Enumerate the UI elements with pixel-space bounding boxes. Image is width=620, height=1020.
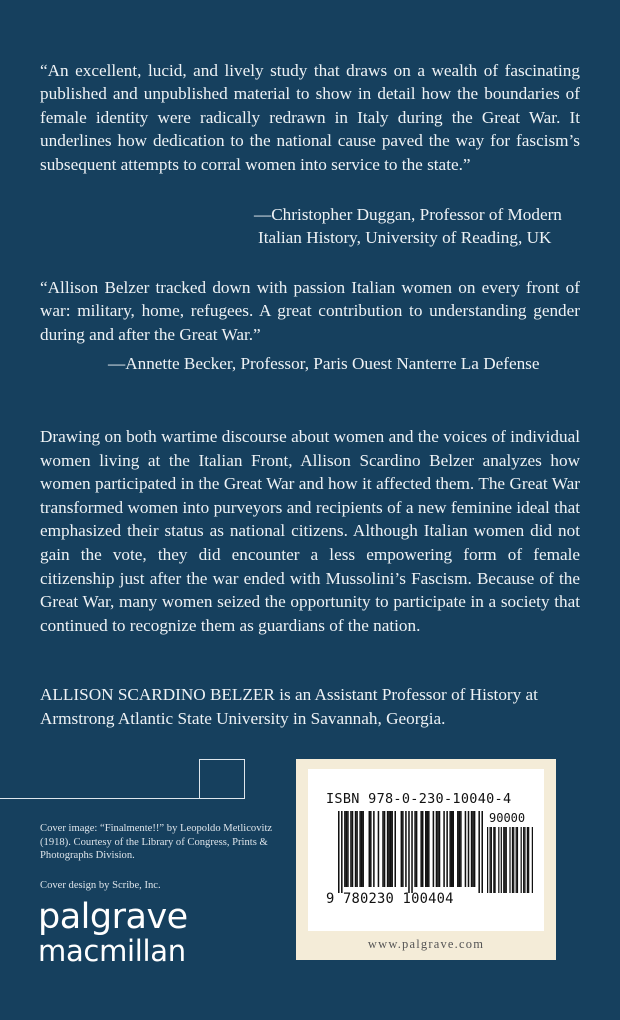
barcode-bar bbox=[346, 811, 348, 887]
barcode-bar bbox=[341, 811, 343, 893]
review-attribution-1 bbox=[254, 203, 584, 250]
isbn-label: ISBN 978-0-230-10040-4 bbox=[326, 791, 512, 807]
ean-barcode bbox=[338, 811, 483, 893]
barcode-bar bbox=[391, 811, 393, 887]
barcode-bar bbox=[359, 811, 361, 887]
addon-bar bbox=[516, 827, 517, 893]
barcode-bar bbox=[422, 811, 424, 887]
cover-design-credit: Cover design by Scribe, Inc. bbox=[40, 880, 161, 891]
barcode-bar bbox=[428, 811, 430, 887]
decorative-square bbox=[199, 759, 245, 799]
barcode-bar bbox=[474, 811, 476, 887]
barcode-bar bbox=[425, 811, 427, 887]
barcode-bar bbox=[347, 811, 349, 887]
barcode-bar bbox=[402, 811, 404, 887]
addon-bar bbox=[491, 827, 492, 893]
book-description: Drawing on both wartime discourse about women and the voices of individual women living at the Italian Front, Allison Scardino Belzer analyzes how women participated in the Great War and how it affected them. The Great War transformed women into purveyors and recipients of a new feminine ideal that emphasized their status as national citizens. Although Italian women did not gain the vote, they did encounter a less empowering form of female citizenship just after the war ended with Mussolini’s Fascism. Because of the Great War, many women seized the opportunity to participate in a society that continued to recognize them as guardians of the nation. bbox=[40, 427, 580, 635]
barcode-bar bbox=[356, 811, 358, 887]
barcode-bar bbox=[416, 811, 418, 887]
barcode-panel bbox=[296, 759, 556, 960]
barcode-bar bbox=[478, 811, 480, 893]
barcode-bar bbox=[420, 811, 422, 887]
addon-bar bbox=[494, 827, 495, 893]
barcode-bar bbox=[414, 811, 416, 887]
logo-word-macmillan: macmillan bbox=[38, 934, 186, 968]
barcode-bar bbox=[472, 811, 474, 887]
barcode-bar bbox=[459, 811, 461, 887]
barcode-bar bbox=[338, 811, 340, 893]
addon-bar bbox=[504, 827, 505, 893]
barcode-bar bbox=[481, 811, 483, 893]
barcode-bar bbox=[370, 811, 372, 887]
addon-bar bbox=[524, 827, 525, 893]
barcode-bar bbox=[465, 811, 467, 887]
addon-bar bbox=[517, 827, 518, 893]
addon-bar bbox=[532, 827, 533, 893]
addon-bar bbox=[506, 827, 507, 893]
barcode-bar bbox=[384, 811, 386, 887]
ean-digits: 9 780230 100404 bbox=[326, 891, 454, 907]
addon-bar bbox=[527, 827, 528, 893]
review-quote-1: “An excellent, lucid, and lively study that draws on a wealth of fascinating published and unpublished material to show in detail how the boundaries of female identity were radically redrawn in Italy during the Great War. It underlines how dedication to the national cause paved the way for fascism’s subsequent attempts to corral women into service to the state.” bbox=[40, 61, 580, 174]
addon-bar bbox=[513, 827, 514, 893]
addon-bar bbox=[489, 827, 490, 893]
barcode-bar bbox=[378, 811, 380, 887]
barcode-bar bbox=[451, 811, 453, 887]
review-attribution-2: —Annette Becker, Professor, Paris Ouest Nanterre La Defense bbox=[108, 354, 540, 373]
addon-bar bbox=[498, 827, 499, 893]
barcode-bar bbox=[362, 811, 364, 887]
barcode-bar bbox=[439, 811, 441, 887]
barcode-bar bbox=[446, 811, 448, 887]
barcode-bar bbox=[394, 811, 396, 887]
barcode-bar bbox=[388, 811, 390, 887]
barcode-bar bbox=[443, 811, 445, 887]
barcode-bar bbox=[401, 811, 403, 887]
barcode-bar bbox=[433, 811, 435, 887]
addon-bar bbox=[512, 827, 513, 893]
barcode-bar bbox=[373, 811, 375, 887]
addon-barcode bbox=[487, 827, 533, 893]
addon-bar bbox=[521, 827, 522, 893]
barcode-bar bbox=[471, 811, 473, 887]
logo-word-palgrave: palgrave bbox=[38, 897, 188, 937]
cover-image-credit: Cover image: “Finalmente!!” by Leopoldo Metlicovitz (1918). Courtesy of the Library of Congress, Prints & Photographs Division. bbox=[40, 823, 273, 862]
decorative-rule bbox=[0, 798, 200, 799]
barcode-bar bbox=[361, 811, 363, 887]
barcode-bar bbox=[460, 811, 462, 887]
barcode-bar bbox=[405, 811, 407, 887]
barcode-bar bbox=[449, 811, 451, 887]
barcode-bar bbox=[350, 811, 352, 887]
author-bio: ALLISON SCARDINO BELZER is an Assistant Professor of History at Armstrong Atlantic State University in Savannah, Georgia. bbox=[40, 685, 538, 728]
attribution-1-line-1: —Christopher Duggan, Professor of Modern bbox=[254, 205, 562, 224]
barcode-bar bbox=[382, 811, 384, 887]
barcode-bar bbox=[352, 811, 354, 887]
addon-bar bbox=[528, 827, 529, 893]
barcode-bar bbox=[452, 811, 454, 887]
barcode-bar bbox=[387, 811, 389, 887]
barcode-bar bbox=[437, 811, 439, 887]
barcode-bar bbox=[436, 811, 438, 887]
addon-bar bbox=[487, 827, 488, 893]
barcode-bar bbox=[411, 811, 413, 893]
review-quote-2: “Allison Belzer tracked down with passion Italian women on every front of war: military, home, refugees. A great contribution to understanding gender during and after the Great War.” bbox=[40, 278, 580, 344]
addon-bar bbox=[493, 827, 494, 893]
barcode-bar bbox=[390, 811, 392, 887]
barcode-bar bbox=[427, 811, 429, 887]
barcode-bar bbox=[344, 811, 346, 887]
publisher-website: www.palgrave.com bbox=[367, 937, 485, 951]
publisher-logo bbox=[38, 898, 188, 966]
barcode-bar bbox=[369, 811, 371, 887]
attribution-1-line-2: Italian History, University of Reading, UK bbox=[258, 228, 552, 248]
addon-bar bbox=[501, 827, 502, 893]
barcode-bar bbox=[468, 811, 470, 887]
addon-bar bbox=[509, 827, 510, 893]
barcode-bar bbox=[457, 811, 459, 887]
addon-bar bbox=[503, 827, 504, 893]
price-code: 90000 bbox=[489, 811, 526, 825]
addon-bar bbox=[523, 827, 524, 893]
barcode-bar bbox=[408, 811, 410, 893]
barcode-bar bbox=[355, 811, 357, 887]
